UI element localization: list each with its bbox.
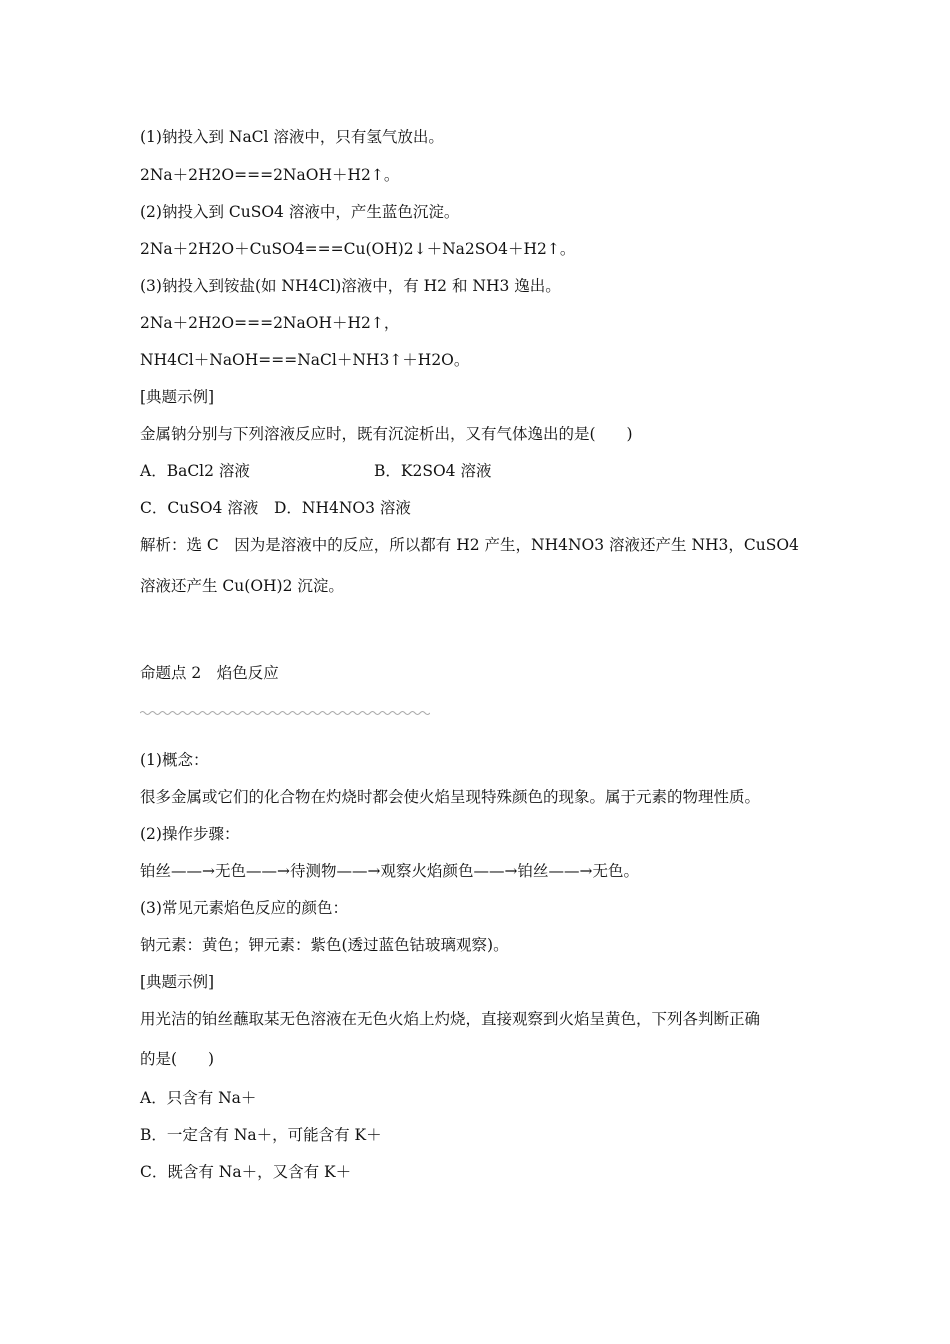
steps-heading: (2)操作步骤： bbox=[140, 825, 240, 843]
options-row-ab bbox=[140, 461, 491, 481]
equation-line-3: 2Na＋2H2O===2NaOH＋H2↑， bbox=[140, 314, 400, 332]
option-2-b: B．一定含有 Na＋，可能含有 K＋ bbox=[140, 1126, 382, 1144]
options-row-cd bbox=[140, 498, 411, 518]
concept-text: 很多金属或它们的化合物在灼烧时都会使火焰呈现特殊颜色的现象。属于元素的物理性质。 bbox=[140, 788, 761, 806]
question-1: 金属钠分别与下列溶液反应时，既有沉淀析出，又有气体逸出的是( ) bbox=[140, 425, 633, 443]
concept-heading: (1)概念： bbox=[140, 751, 209, 769]
option-a: A．BaCl2 溶液 bbox=[140, 462, 250, 480]
wavy-divider bbox=[140, 709, 430, 717]
reaction-line-1: (1)钠投入到 NaCl 溶液中，只有氢气放出。 bbox=[140, 128, 444, 146]
reaction-line-3: (3)钠投入到铵盐(如 NH4Cl)溶液中，有 H2 和 NH3 逸出。 bbox=[140, 277, 561, 295]
colors-text: 钠元素：黄色；钾元素：紫色(透过蓝色钴玻璃观察)。 bbox=[140, 936, 509, 954]
analysis-line-1: 解析：选 C 因为是溶液中的反应，所以都有 H2 产生，NH4NO3 溶液还产生 NH3，CuSO4 bbox=[140, 536, 799, 554]
option-2-a: A．只含有 Na＋ bbox=[140, 1089, 257, 1107]
option-2-c: C．既含有 Na＋，又含有 K＋ bbox=[140, 1163, 352, 1181]
section-title: 命题点 2 焰色反应 bbox=[140, 664, 279, 682]
question-2-line-1: 用光洁的铂丝蘸取某无色溶液在无色火焰上灼烧，直接观察到火焰呈黄色，下列各判断正确 bbox=[140, 1010, 761, 1028]
example-heading-1: [典题示例] bbox=[140, 388, 215, 406]
equation-line-1: 2Na＋2H2O===2NaOH＋H2↑。 bbox=[140, 166, 400, 184]
question-2-line-2: 的是( ) bbox=[140, 1050, 215, 1068]
reaction-line-2: (2)钠投入到 CuSO4 溶液中，产生蓝色沉淀。 bbox=[140, 203, 460, 221]
analysis-line-2: 溶液还产生 Cu(OH)2 沉淀。 bbox=[140, 577, 344, 595]
equation-line-4: NH4Cl＋NaOH===NaCl＋NH3↑＋H2O。 bbox=[140, 351, 470, 369]
option-b: B．K2SO4 溶液 bbox=[374, 462, 492, 480]
option-c: C．CuSO4 溶液 bbox=[140, 499, 259, 517]
steps-text: 铂丝——→无色——→待测物——→观察火焰颜色——→铂丝——→无色。 bbox=[140, 862, 639, 880]
option-d: D．NH4NO3 溶液 bbox=[274, 499, 411, 517]
colors-heading: (3)常见元素焰色反应的颜色： bbox=[140, 899, 348, 917]
example-heading-2: [典题示例] bbox=[140, 973, 215, 991]
equation-line-2: 2Na＋2H2O＋CuSO4===Cu(OH)2↓＋Na2SO4＋H2↑。 bbox=[140, 240, 576, 258]
